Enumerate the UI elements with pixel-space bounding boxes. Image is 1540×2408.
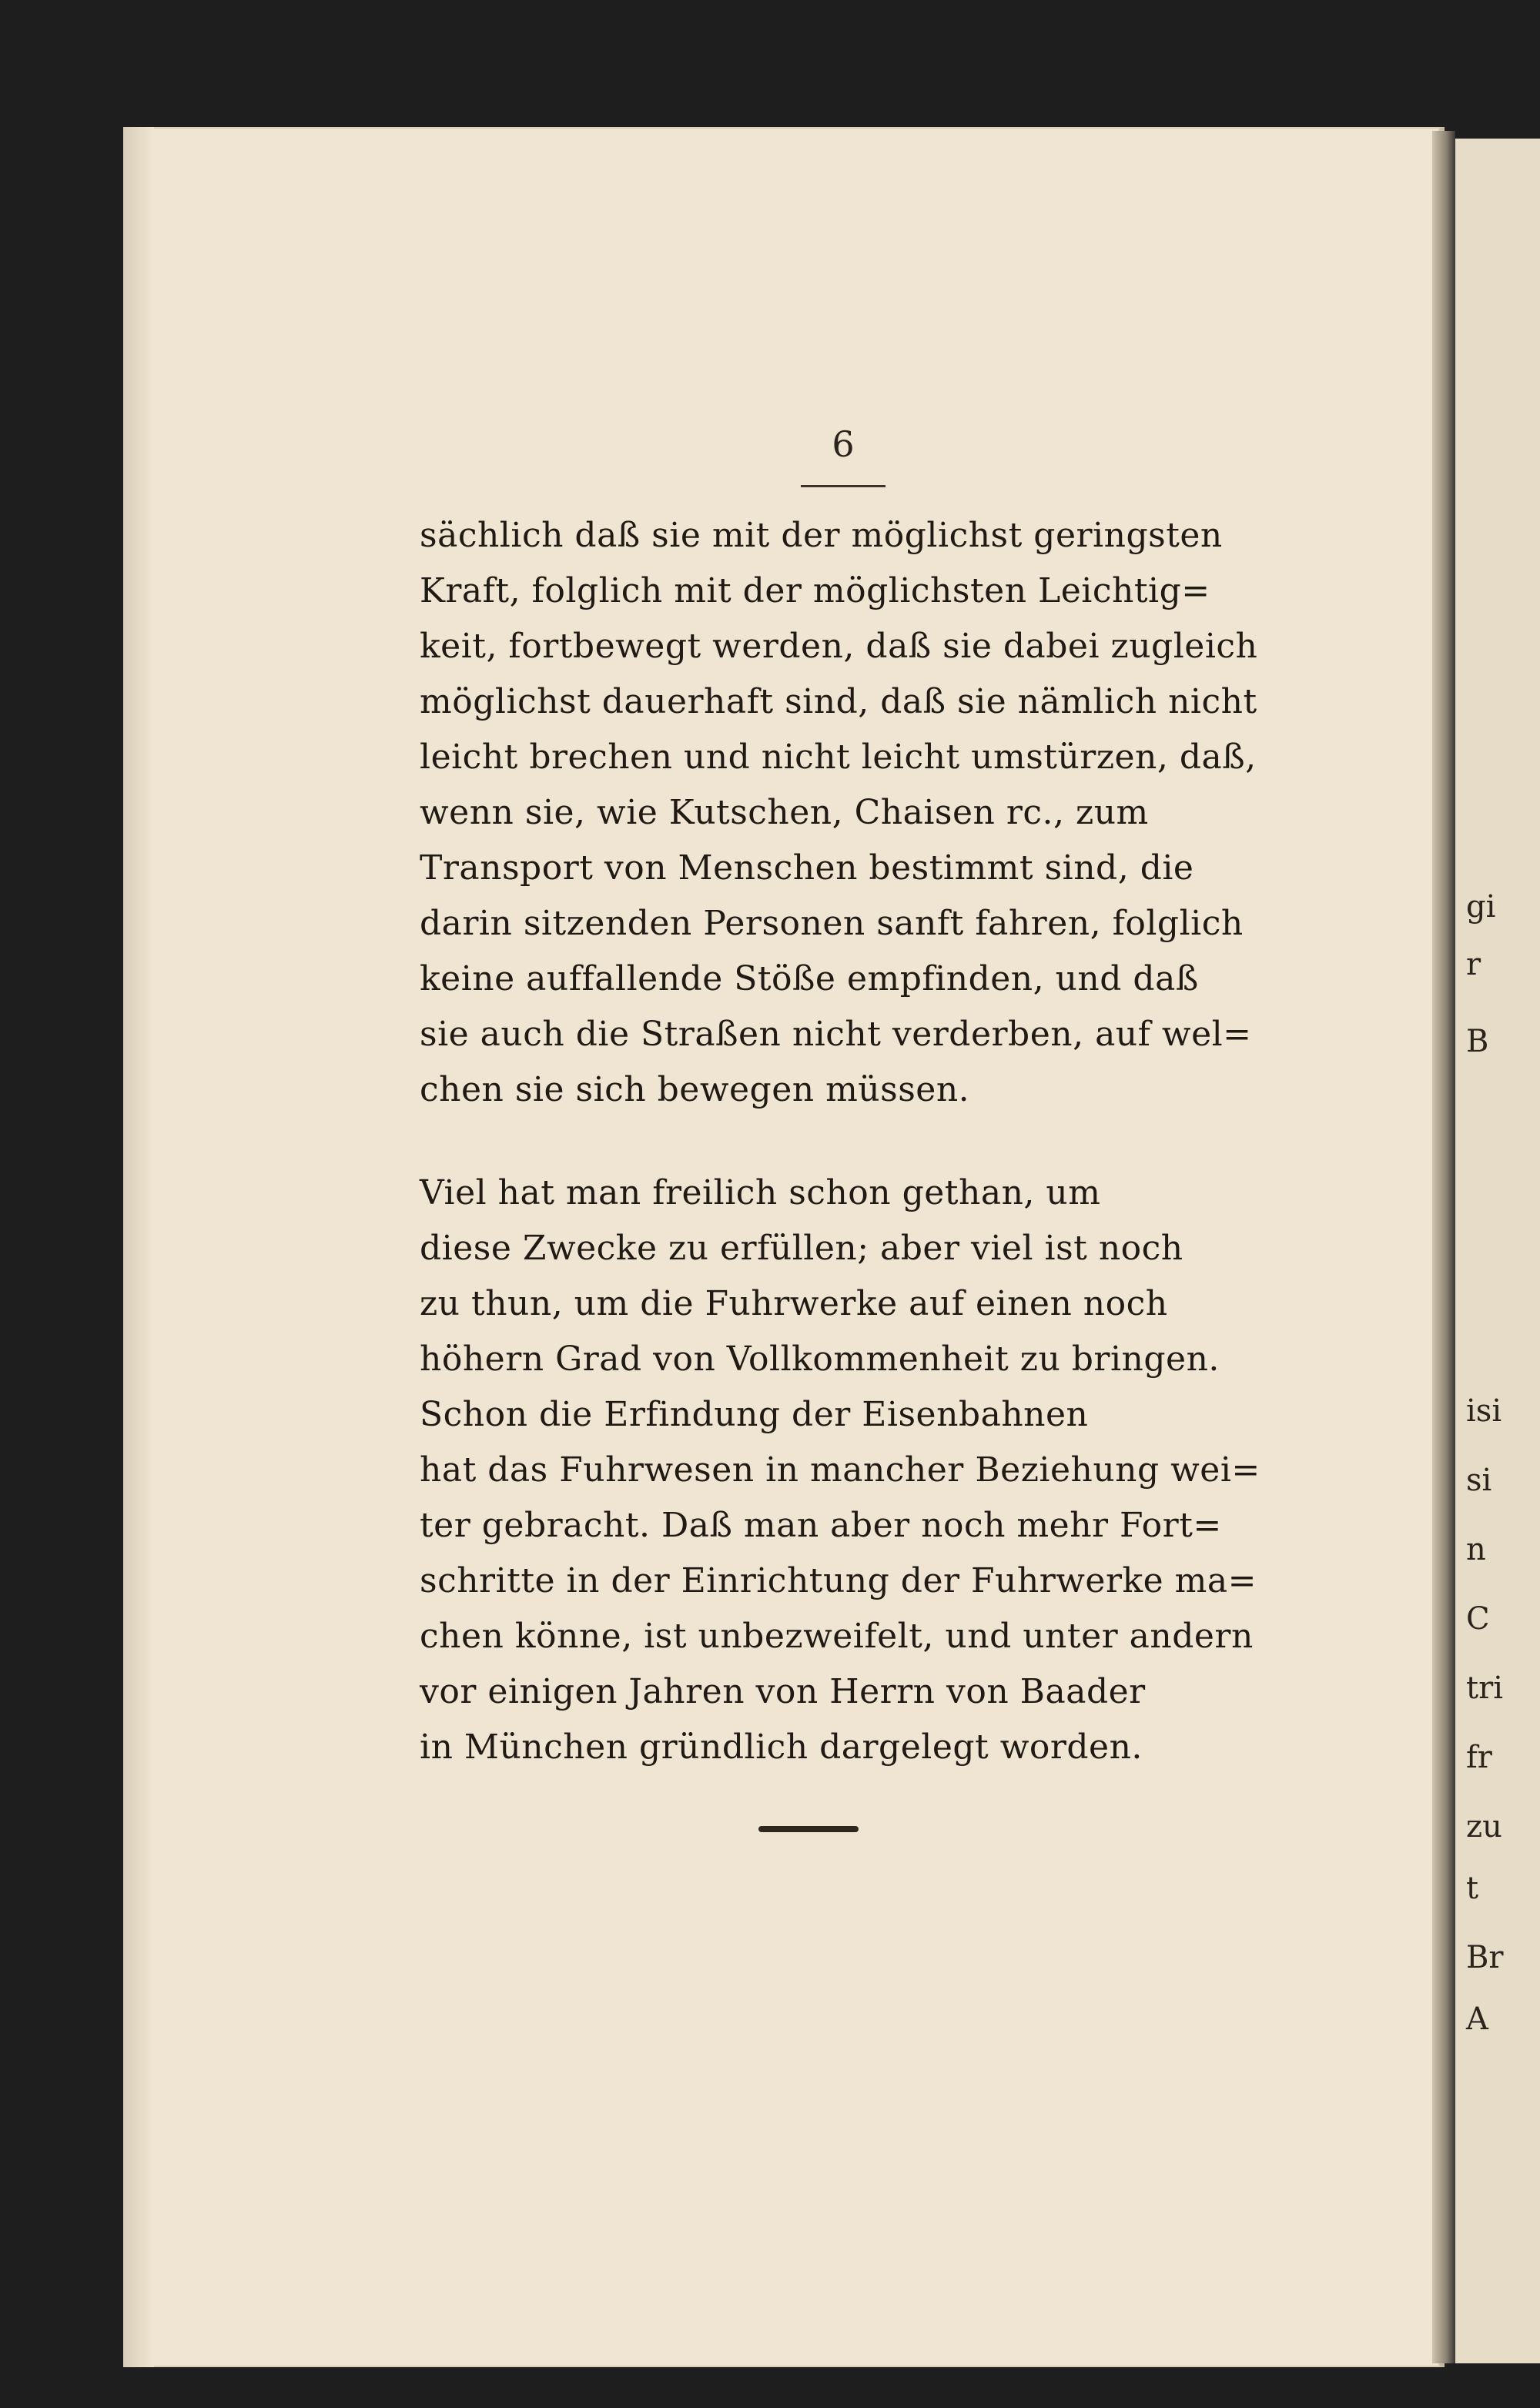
text-line: höhern Grad von Vollkommenheit zu bringen. [420, 1339, 1220, 1379]
book-gutter [1432, 131, 1455, 2363]
text-line: Viel hat man freilich schon gethan, um [420, 1173, 1101, 1212]
next-page-edge [1455, 139, 1540, 2363]
next-page-fragment: gi [1466, 889, 1496, 925]
header-rule [801, 485, 886, 487]
next-page-fragment: A [1466, 2002, 1488, 2037]
text-line: hat das Fuhrwesen in mancher Beziehung wei= [420, 1450, 1260, 1490]
text-line: sächlich daß sie mit der möglichst geringsten [420, 516, 1223, 555]
text-line: diese Zwecke zu erfüllen; aber viel ist noch [420, 1229, 1183, 1268]
next-page-fragment: isi [1466, 1393, 1502, 1429]
paragraph-2 [420, 1166, 1259, 1775]
next-page-fragment: fr [1466, 1740, 1492, 1775]
end-ornament [758, 1826, 859, 1832]
text-line: sie auch die Straßen nicht verderben, auf wel= [420, 1015, 1252, 1054]
next-page-fragment: C [1466, 1601, 1490, 1637]
text-line: darin sitzenden Personen sanft fahren, folglich [420, 904, 1244, 943]
text-line: möglichst dauerhaft sind, daß sie nämlich nicht [420, 682, 1257, 721]
page-number: 6 [832, 423, 855, 465]
next-page-fragment: r [1466, 947, 1481, 982]
text-line: chen sie sich bewegen müssen. [420, 1070, 970, 1109]
text-line: Transport von Menschen bestimmt sind, die [420, 848, 1194, 888]
text-line: ter gebracht. Daß man aber noch mehr Fort= [420, 1506, 1222, 1545]
text-line: wenn sie, wie Kutschen, Chaisen rc., zum [420, 793, 1149, 832]
next-page-fragment: n [1466, 1532, 1486, 1567]
text-line: chen könne, ist unbezweifelt, und unter andern [420, 1617, 1254, 1656]
text-line: zu thun, um die Fuhrwerke auf einen noch [420, 1284, 1168, 1323]
next-page-fragment: si [1466, 1463, 1492, 1498]
next-page-fragment: B [1466, 1024, 1489, 1059]
next-page-fragment: zu [1466, 1809, 1502, 1844]
body-text [420, 508, 1259, 1775]
text-line: in München gründlich dargelegt worden. [420, 1727, 1143, 1767]
next-page-fragment: Br [1466, 1940, 1504, 1975]
text-line: keit, fortbewegt werden, daß sie dabei zugleich [420, 627, 1258, 666]
text-line: vor einigen Jahren von Herrn von Baader [420, 1672, 1146, 1711]
page-edge [123, 127, 154, 2367]
text-line: Kraft, folglich mit der möglichsten Leichtig= [420, 571, 1210, 610]
next-page-fragment: t [1466, 1871, 1479, 1906]
text-line: leicht brechen und nicht leicht umstürzen, daß, [420, 737, 1257, 777]
text-line: Schon die Erfindung der Eisenbahnen [420, 1395, 1089, 1434]
paragraph-1 [420, 508, 1259, 1118]
next-page-fragment: tri [1466, 1671, 1503, 1706]
paragraph-gap [420, 1118, 1259, 1166]
text-line: keine auffallende Stöße empfinden, und daß [420, 959, 1199, 998]
text-line: schritte in der Einrichtung der Fuhrwerke ma= [420, 1561, 1257, 1600]
